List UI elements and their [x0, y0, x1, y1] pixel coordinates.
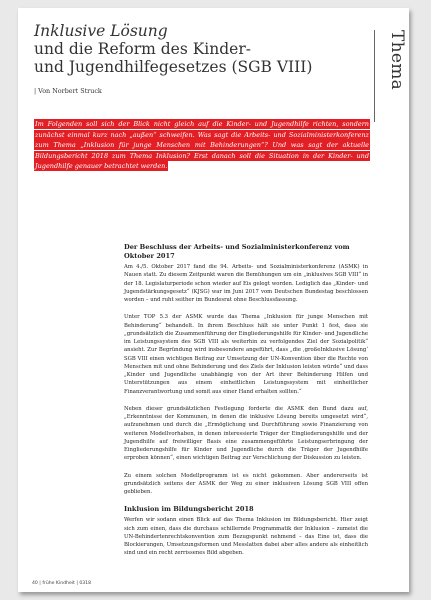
paragraph: Zu einem solchen Modellprogramm ist es nicht gekommen. Aber andererseits ist grundsätzlich seitens der ASMK der Weg zu einer inklusiven Lösung SGB VIII offen geblieben.	[124, 472, 368, 495]
title-line-1: Inklusive Lösung	[34, 22, 168, 40]
side-divider	[374, 30, 375, 122]
author-byline: | Von Norbert Struck	[34, 87, 102, 95]
paragraph: Am 4./5. Oktober 2017 fand die 94. Arbeits- und Sozialministerkonferenz (ASMK) in Nauen statt. Zu diesem Zeitpunkt waren die Bemühungen um ein „inklusives SGB VIII“ in der 18. Legislaturperiode schon wieder auf Eis gelegt worden. Lediglich das „Kinder- und Jugendstärkungsgesetz“ (KJSG) war im Juni 2017 vom Deutschen Bundestag beschlossen worden – und ruht seither im Bundesrat ohne Beschlussfassung.	[124, 264, 368, 303]
paragraph: Werfen wir sodann einen Blick auf das Thema Inklusion im Bildungsbericht. Hier zeigt sich zum einen, dass die durchaus schillernde Programmatik der Inklusion – zumeist die UN-Behindertenrechtskonvention zum Bezugspunkt nehmend – das Eine ist, dass die Blockierungen, Umsetzungsformen und Messlatten dabei aber alles andere als einheitlich sind und ein recht zerrissenes Bild abgeben.	[124, 517, 368, 557]
title-line-2: und die Reform des Kinder-	[34, 40, 251, 58]
article-title	[34, 22, 354, 76]
section-heading-asmk: Der Beschluss der Arbeits- und Sozialministerkonferenz vom Oktober 2017	[124, 243, 350, 260]
intro-text: Im Folgenden soll sich der Blick nicht gleich auf die Kinder- und Jugendhilfe richten, sondern zunächst einmal kurz nach „außen“ schweifen. Was sagt die Arbeits- und Sozialministerkonferenz zum Thema „Inklusion für junge Menschen mit Behinderungen“? Und was sagt der aktuelle Bildungsbericht 2018 zum Thema Inklusion? Erst danach soll die Situation in der Kinder- und Jugendhilfe genauer betrachtet werden.	[35, 120, 369, 171]
section-label-vertical: Thema	[387, 30, 407, 91]
section-heading-bildungsbericht: Inklusion im Bildungsbericht 2018	[124, 505, 254, 514]
page-footer: 40 | frühe Kindheit | 0318	[32, 581, 92, 586]
title-line-3: und Jugendhilfegesetzes (SGB VIII)	[34, 58, 313, 76]
intro-highlight	[34, 119, 370, 172]
body-column	[124, 243, 368, 567]
paragraph: Neben dieser grundsätzlichen Festlegung forderte die ASMK den Bund dazu auf, „Erkenntnisse der Kommunen, in denen die inklusive Lösung bereits umgesetzt wird“, aufzunehmen und durch die „Ermöglichung und Durchführung sowie Finanzierung von weiteren Modellvorhaben, in denen interessierte Träger der Eingliederungshilfe und der Jugendhilfe auf freiwilliger Basis eine zusammengeführte Leistungserbringung der Eingliederungshilfe für Kinder und Jugendliche durch die Träger der Jugendhilfe erproben können“, einen wichtigen Beitrag zur Verschlichung der Diskussion zu leisten.	[124, 405, 368, 462]
magazine-page	[18, 8, 409, 592]
paragraph: Unter TOP 5.3 der ASMK wurde das Thema „Inklusion für junge Menschen mit Behinderung“ behandelt. In ihrem Beschluss hält sie unter Punkt 1 fest, dass sie „grundsätzlich die Zusammenführung der Eingliederungshilfe für Kinder- und Jugendliche im Leistungssystem des SGB VIII als weiterhin zu verfolgendes Ziel der Sozialpolitik“ ansieht. Zur Begründung wird insbesondere angeführt, dass „die ‚großeInklusive Lösung‘ SGB VIII einen wichtigen Beitrag zur Umsetzung der UN-Konvention über die Rechte von Menschen mit und ohne Behinderung und des Ziels der Inklusion leisten würde“ und dass „Kinder und Jugendliche unabhängig von der Art ihrer Behinderung Hilfen und Unterstützungen aus einem einheitlichen Leistungssystem mit einheitlicher Finanzverantwortung und somit aus einer Hand erhalten sollten.“	[124, 314, 368, 395]
